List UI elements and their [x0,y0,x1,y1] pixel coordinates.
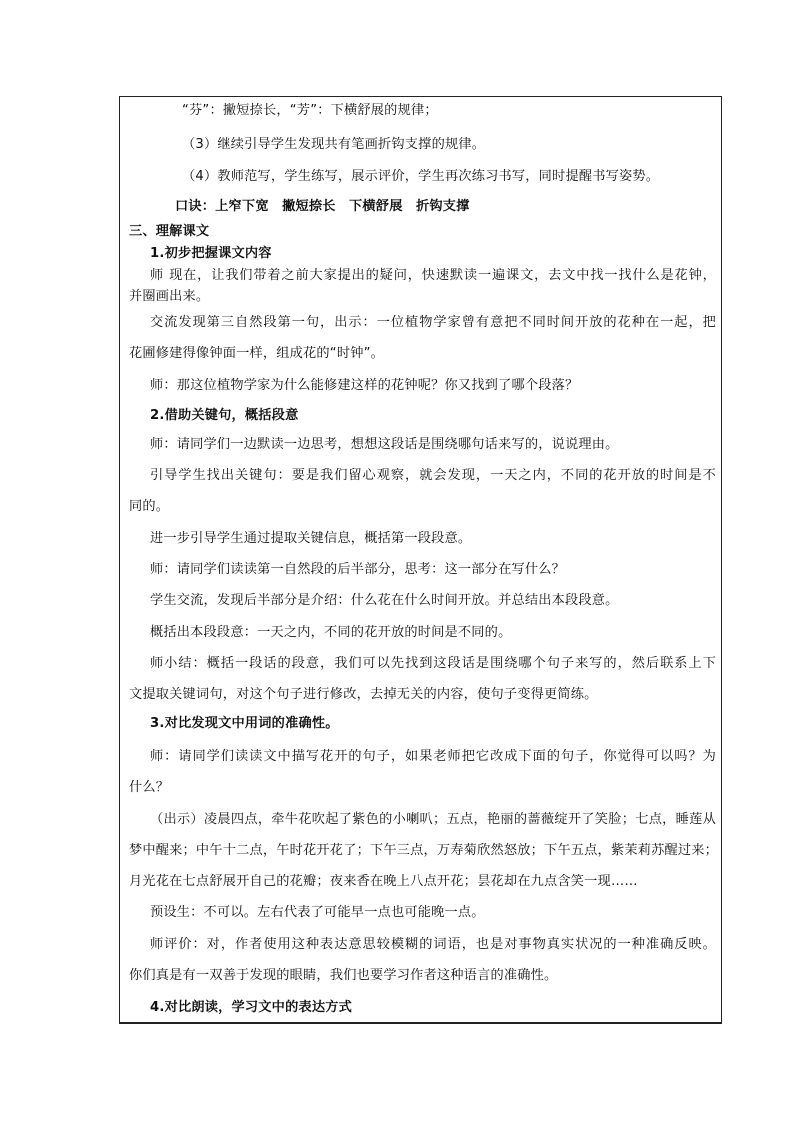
text-line: 师：请同学们读读第一自然段的后半部分，思考：这一部分在写什么？ [150,562,566,577]
text-line: 你们真是有一双善于发现的眼睛，我们也要学习作者这种语言的准确性。 [129,968,558,983]
text-line: 并圈画出来。 [129,289,210,304]
text-line: （4）教师范写，学生练写，展示评价，学生再次练习书写，同时提醒书写姿势。 [182,169,660,184]
text-line: 交流发现第三自然段第一句，出示：一位植物学家曾有意把不同时间开放的花种在一起，把 [150,315,716,330]
text-line: 进一步引导学生通过提取关键信息，概括第一段段意。 [150,531,472,546]
text-line: 概括出本段段意：一天之内，不同的花开放的时间是不同的。 [150,625,512,640]
text-line: 师评价：对，作者使用这种表达意思较模糊的词语，也是对事物真实状况的一种准确反映。 [150,937,716,952]
subsection-heading: 3.对比发现文中用词的准确性。 [150,716,339,731]
text-line: 月光花在七点舒展开自己的花瓣；夜来香在晚上八点开花；昙花却在九点含笑一现…… [129,874,638,889]
mnemonic-line: 口诀：上窄下宽 撇短捺长 下横舒展 折钩支撑 [175,199,470,214]
text-line: 学生交流，发现后半部分是介绍：什么花在什么时间开放。并总结出本段段意。 [150,593,619,608]
text-line: （3）继续引导学生发现共有笔画折钩支撑的规律。 [182,137,486,152]
text-line: （出示）凌晨四点，牵牛花吹起了紫色的小喇叭；五点，艳丽的蔷薇绽开了笑脸；七点，睡莲从 [150,812,716,827]
text-line: 师：那这位植物学家为什么能修建这样的花钟呢？你又找到了哪个段落？ [150,378,579,393]
text-line: 什么？ [129,780,170,795]
subsection-heading: 1.初步把握课文内容 [150,246,272,261]
text-line: 引导学生找出关键句：要是我们留心观察，就会发现，一天之内，不同的花开放的时间是不 [150,468,716,483]
section-heading: 三、理解课文 [129,224,210,239]
text-line: 师：请同学们读读文中描写花开的句子，如果老师把它改成下面的句子，你觉得可以吗？为 [150,749,716,764]
text-line: 梦中醒来；中午十二点，午时花开花了；下午三点，万寿菊欣然怒放；下午五点，紫茉莉苏醒过来； [129,843,719,858]
text-line: 花圃修建得像钟面一样，组成花的“时钟”。 [129,346,385,361]
text-line: 师：请同学们一边默读一边思考，想想这段话是围绕哪句话来写的，说说理由。 [150,437,619,452]
text-line: “芬”：撇短捺长，“芳”：下横舒展的规律； [182,103,438,118]
text-line: 师小结：概括一段话的段意，我们可以先找到这段话是围绕哪个句子来写的，然后联系上下 [150,656,716,671]
table-bottom-rule [119,1023,722,1024]
text-line: 文提取关键词句，对这个句子进行修改，去掉无关的内容，使句子变得更简练。 [129,687,598,702]
text-line: 师 现在，让我们带着之前大家提出的疑问，快速默读一遍课文，去文中找一找什么是花钟， [150,268,716,283]
subsection-heading: 4.对比朗读，学习文中的表达方式 [150,1000,353,1015]
subsection-heading: 2.借助关键句，概括段意 [150,408,299,423]
text-line: 预设生：不可以。左右代表了可能早一点也可能晚一点。 [150,905,485,920]
text-line: 同的。 [129,499,170,514]
